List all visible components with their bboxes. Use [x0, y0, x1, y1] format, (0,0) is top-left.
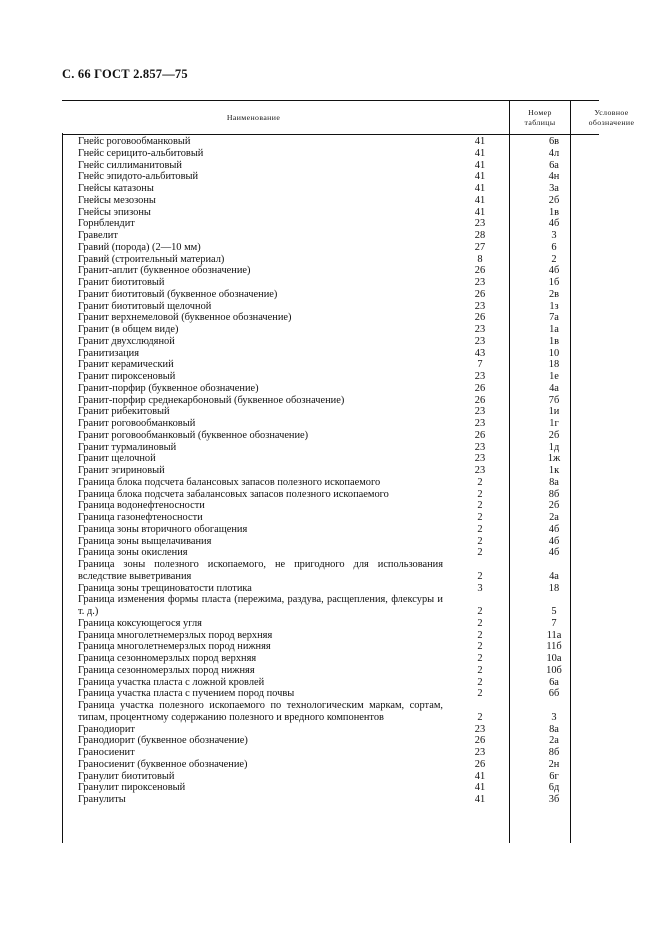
row-table-number: 28 [474, 230, 486, 241]
table-row [62, 747, 599, 759]
row-name: Гранит верхнемеловой (буквенное обозначение) [78, 312, 292, 324]
row-name: Граница многолетнемерзлых пород верхняя [78, 629, 273, 641]
row-table-number: 2 [477, 570, 483, 582]
row-name: Гранит биотитовый [78, 277, 165, 288]
table-row [62, 254, 599, 266]
row-table-number: 27 [474, 241, 486, 253]
header-symbol: Условное обозначение [588, 107, 635, 127]
row-table-number: 26 [474, 312, 486, 324]
table-row [62, 371, 599, 383]
row-symbol: 4б [548, 523, 560, 535]
row-symbol: 7а [549, 312, 559, 324]
row-name: Граница зоны полезного ископаемого, не пригодного для использования вследствие выветривания [78, 559, 443, 582]
table-row [62, 242, 599, 254]
row-name: Граница изменения формы пласта (пережима, раздува, расщепления, флексуры и т. д.) [78, 594, 443, 617]
row-name: Гранит турмалиновый [78, 441, 177, 453]
row-name: Гранит керамический [78, 359, 174, 371]
table-row [62, 700, 599, 724]
row-name: Граница газонефтеносности [78, 512, 203, 523]
row-table-number: 41 [474, 171, 486, 183]
table-row [62, 183, 599, 195]
row-symbol: 18 [548, 359, 560, 371]
row-table-number: 26 [474, 429, 486, 441]
row-symbol: 8б [548, 747, 560, 758]
row-symbol: 3б [548, 794, 560, 805]
row-name: Граница блока подсчета балансовых запасов полезного ископаемого [78, 476, 381, 488]
row-name: Граница зоны выщелачивания [78, 535, 212, 547]
table-row [62, 677, 599, 689]
table-row [62, 218, 599, 230]
row-symbol: 1а [549, 324, 559, 335]
table-row [62, 230, 599, 242]
row-symbol: 11б [546, 641, 562, 653]
row-table-number: 2 [477, 535, 483, 547]
row-symbol: 3 [551, 230, 557, 241]
row-symbol: 1е [549, 371, 559, 382]
row-table-number: 41 [474, 194, 486, 206]
row-name: Граница участка пласта с пучением пород почвы [78, 688, 295, 700]
row-table-number: 23 [474, 465, 486, 476]
row-symbol: 6а [549, 676, 559, 688]
row-name: Граносиенит [78, 747, 135, 758]
row-symbol: 1в [548, 335, 560, 347]
table-row [62, 430, 599, 442]
row-name: Граница водонефтеносности [78, 500, 205, 512]
row-name: Граница коксующегося угля [78, 617, 202, 629]
row-name: Гравий (строительный материал) [78, 253, 225, 265]
table-row [62, 618, 599, 630]
row-name: Гранитизация [78, 347, 139, 359]
row-symbol: 4л [548, 147, 560, 159]
row-symbol: 4а [549, 570, 559, 582]
row-name: Граница сезонномерзлых пород нижняя [78, 664, 255, 676]
table-row [62, 782, 599, 794]
row-table-number: 2 [477, 711, 483, 723]
row-symbol: 2б [548, 500, 560, 512]
row-name: Гравелит [78, 230, 118, 241]
table-row [62, 759, 599, 771]
row-symbol: 8б [548, 488, 560, 500]
row-symbol: 10а [546, 653, 562, 664]
row-symbol: 1в [548, 206, 560, 218]
table-row [62, 547, 599, 559]
row-name: Гнейс эпидото-альбитовый [78, 171, 199, 183]
row-table-number: 23 [474, 453, 486, 465]
row-name: Гранит-аплит (буквенное обозначение) [78, 265, 251, 277]
row-symbol: 2б [548, 194, 560, 206]
row-symbol: 4б [548, 547, 560, 559]
row-table-number: 26 [474, 288, 486, 300]
row-name: Граница участка полезного ископаемого по технологическим маркам, сортам, типам, процентному содержанию полезного и вредного компонентов [78, 700, 443, 723]
row-name: Гнейсы мезозоны [78, 194, 156, 206]
table-row [62, 465, 599, 477]
table-row [62, 277, 599, 289]
table-row [62, 653, 599, 665]
row-name: Гранит-порфир среднекарбоновый (буквенное обозначение) [78, 394, 345, 406]
row-symbol: 4б [548, 265, 560, 277]
row-symbol: 4б [548, 218, 560, 230]
row-table-number: 2 [477, 664, 483, 676]
row-table-number: 2 [477, 488, 483, 500]
table-row [62, 418, 599, 430]
header-name: Наименование [226, 113, 281, 122]
row-table-number: 41 [474, 159, 486, 171]
row-table-number: 41 [474, 206, 486, 218]
table-row [62, 512, 599, 524]
row-name: Гнейс роговообманковый [78, 136, 191, 147]
table-row [62, 348, 599, 360]
row-name: Гранит пироксеновый [78, 371, 176, 382]
row-symbol: 2н [548, 758, 560, 770]
table-row [62, 665, 599, 677]
table-row [62, 148, 599, 160]
row-symbol: 11а [546, 629, 562, 641]
row-table-number: 41 [474, 183, 486, 194]
table-row [62, 583, 599, 595]
row-table-number: 26 [474, 758, 486, 770]
row-symbol: 2в [548, 288, 560, 300]
row-table-number: 8 [477, 253, 483, 265]
row-name: Граница зоны вторичного обогащения [78, 523, 248, 535]
table-row [62, 301, 599, 313]
row-table-number: 43 [474, 347, 486, 359]
table-row [62, 688, 599, 700]
row-name: Гранит эгириновый [78, 465, 165, 476]
row-name: Граница участка пласта с ложной кровлей [78, 676, 265, 688]
row-symbol: 6д [548, 782, 560, 794]
row-symbol: 1г [549, 418, 559, 429]
row-symbol: 4б [548, 535, 560, 547]
page-header: С. 66 ГОСТ 2.857—75 [62, 67, 188, 81]
row-symbol: 6б [548, 688, 560, 700]
table-row [62, 724, 599, 736]
row-symbol: 8а [549, 476, 559, 488]
row-symbol: 6в [548, 136, 560, 147]
table-row [62, 136, 599, 148]
row-name: Гранит биотитовый (буквенное обозначение) [78, 288, 278, 300]
row-symbol: 2а [549, 735, 559, 747]
row-table-number: 2 [477, 512, 483, 523]
row-name: Гранулиты [78, 794, 126, 805]
row-table-number: 23 [474, 335, 486, 347]
row-name: Горнблендит [78, 218, 135, 230]
header-table-number: Номер таблицы [524, 107, 556, 127]
table-row [62, 383, 599, 395]
table-row [62, 559, 599, 583]
row-table-number: 2 [477, 641, 483, 653]
row-name: Гранодиорит [78, 723, 135, 735]
table-row [62, 289, 599, 301]
row-symbol: 2б [548, 429, 560, 441]
row-symbol: 8а [549, 723, 559, 735]
row-symbol: 1к [548, 465, 560, 476]
row-table-number: 26 [474, 735, 486, 747]
table-body [62, 136, 599, 806]
table-row [62, 265, 599, 277]
row-symbol: 7 [551, 617, 557, 629]
table-row [62, 641, 599, 653]
row-name: Гранулит биотитовый [78, 770, 175, 782]
table-row [62, 207, 599, 219]
row-table-number: 26 [474, 382, 486, 394]
row-name: Граница зоны трещиноватости плотика [78, 582, 252, 594]
row-table-number: 41 [474, 147, 486, 159]
row-symbol: 4н [548, 171, 560, 183]
table-row [62, 477, 599, 489]
row-name: Граница зоны окисления [78, 547, 188, 559]
row-name: Гранит рибекитовый [78, 406, 170, 418]
table-row [62, 160, 599, 172]
row-symbol: 10 [548, 347, 560, 359]
row-table-number: 23 [474, 218, 486, 230]
row-table-number: 41 [474, 770, 486, 782]
row-table-number: 26 [474, 265, 486, 277]
row-table-number: 26 [474, 394, 486, 406]
row-name: Гравий (порода) (2—10 мм) [78, 241, 201, 253]
table-row [62, 406, 599, 418]
row-name: Гранит роговообманковый (буквенное обозначение) [78, 429, 309, 441]
row-symbol: 1з [549, 300, 559, 312]
table-row [62, 500, 599, 512]
row-table-number: 2 [477, 688, 483, 700]
row-symbol: 1и [548, 406, 560, 418]
row-symbol: 6г [549, 770, 559, 782]
row-table-number: 41 [474, 782, 486, 794]
row-name: Гранит (в общем виде) [78, 324, 179, 335]
row-table-number: 2 [477, 606, 483, 617]
row-name: Гнейс силлиманитовый [78, 159, 182, 171]
row-symbol: 3 [551, 711, 557, 723]
table-row [62, 536, 599, 548]
table-row [62, 442, 599, 454]
row-name: Гнейсы катазоны [78, 183, 154, 194]
table-row [62, 171, 599, 183]
table-row [62, 594, 599, 618]
table-row [62, 489, 599, 501]
row-table-number: 23 [474, 441, 486, 453]
row-name: Граница многолетнемерзлых пород нижняя [78, 641, 271, 653]
row-table-number: 3 [477, 582, 483, 594]
row-name: Граносиенит (буквенное обозначение) [78, 758, 248, 770]
row-symbol: 6 [551, 241, 557, 253]
row-table-number: 2 [477, 676, 483, 688]
table-row [62, 735, 599, 747]
row-symbol: 5 [551, 606, 557, 617]
row-name: Гнейс серицито-альбитовый [78, 147, 204, 159]
row-symbol: 2 [551, 253, 557, 265]
row-symbol: 2а [549, 512, 559, 523]
table-row [62, 359, 599, 371]
row-table-number: 2 [477, 617, 483, 629]
row-table-number: 7 [477, 359, 483, 371]
row-table-number: 2 [477, 523, 483, 535]
row-table-number: 2 [477, 629, 483, 641]
row-table-number: 41 [474, 794, 486, 805]
row-symbol: 3а [549, 183, 559, 194]
row-symbol: 18 [548, 582, 560, 594]
row-name: Гнейсы эпизоны [78, 206, 151, 218]
table-row [62, 771, 599, 783]
row-symbol: 1д [548, 441, 560, 453]
row-symbol: 1б [548, 277, 560, 288]
row-name: Гранулит пироксеновый [78, 782, 186, 794]
row-table-number: 2 [477, 500, 483, 512]
table-row [62, 324, 599, 336]
table-row [62, 395, 599, 407]
row-symbol: 6а [549, 159, 559, 171]
table-header [62, 100, 635, 135]
row-table-number: 23 [474, 747, 486, 758]
row-table-number: 23 [474, 418, 486, 429]
table-row [62, 630, 599, 642]
row-table-number: 2 [477, 653, 483, 664]
row-name: Граница блока подсчета забалансовых запасов полезного ископаемого [78, 488, 389, 500]
table-row [62, 336, 599, 348]
row-table-number: 2 [477, 476, 483, 488]
row-name: Гранодиорит (буквенное обозначение) [78, 735, 248, 747]
row-symbol: 10б [546, 664, 562, 676]
row-table-number: 23 [474, 723, 486, 735]
row-name: Граница сезонномерзлых пород верхняя [78, 653, 257, 664]
row-table-number: 2 [477, 547, 483, 559]
row-symbol: 7б [548, 394, 560, 406]
row-table-number: 23 [474, 324, 486, 335]
row-table-number: 23 [474, 371, 486, 382]
row-name: Гранит биотитовый щелочной [78, 300, 212, 312]
table-row [62, 794, 599, 806]
row-name: Гранит двухслюдяной [78, 335, 175, 347]
row-name: Гранит щелочной [78, 453, 156, 465]
row-table-number: 41 [474, 136, 486, 147]
row-table-number: 23 [474, 277, 486, 288]
table-row [62, 312, 599, 324]
row-name: Гранит-порфир (буквенное обозначение) [78, 382, 259, 394]
row-symbol: 1ж [547, 453, 561, 465]
table-row [62, 524, 599, 536]
row-symbol: 4а [549, 382, 559, 394]
row-table-number: 23 [474, 406, 486, 418]
designations-table [62, 100, 635, 805]
table-row [62, 195, 599, 207]
table-row [62, 453, 599, 465]
row-table-number: 23 [474, 300, 486, 312]
row-name: Гранит роговообманковый [78, 418, 196, 429]
